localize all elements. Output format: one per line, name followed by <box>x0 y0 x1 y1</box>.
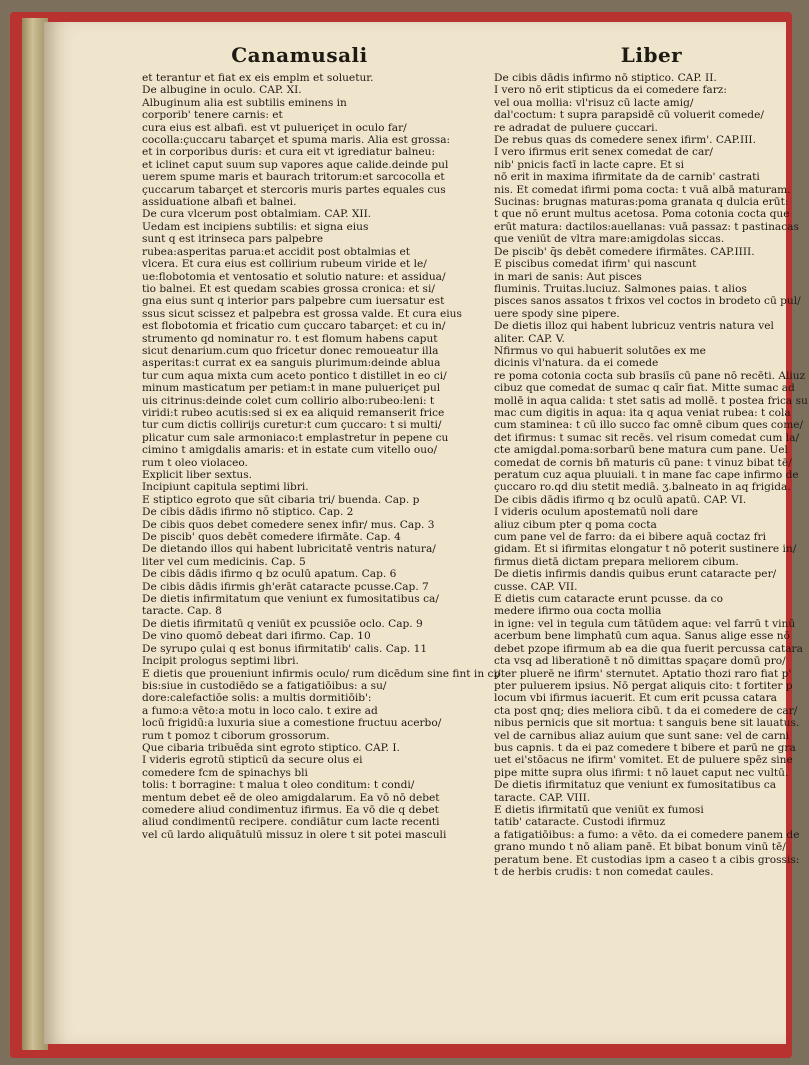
left-text-line: bis:siue in custodiēdo se a fatigatiōibus: a su/ <box>142 679 387 692</box>
right-text-line: re adradat de puluere çuccari. <box>494 121 658 134</box>
left-text-line: rum t oleo violaceo. <box>142 456 248 469</box>
right-text-line: locum vbi ifirmus iacuerit. Et cum erit pcussa catara <box>494 692 777 705</box>
left-text-line: vel cū lardo aliquātulū missuz in olere t sit potei masculi <box>142 828 447 841</box>
right-text-line: in igne: vel in tegula cum tātūdem aque: vel farrū t vinū <box>494 617 796 630</box>
right-text-line: taracte. CAP. VIII. <box>494 791 591 804</box>
right-text-line: det ifirmus: t sumac sit recēs. vel risum comedat cum la/ <box>494 431 800 444</box>
right-text-line: De cibis dādis infirmo nō stiptico. CAP. II. <box>494 72 717 84</box>
left-text-line: assiduatione albafi et balnei. <box>142 196 297 209</box>
left-text-lines <box>142 72 501 841</box>
right-text-line: I vero nō erit stipticus da ei comedere farz: <box>494 84 727 97</box>
left-text-line: cura eius est albafi. est vt pulueriçet in oculo far/ <box>142 121 407 134</box>
right-text-line: firmus dietā dictam prepara meliorem cibum. <box>494 555 739 568</box>
right-text-line: pisces sanos assatos t frixos vel coctos in brodeto cū pul/ <box>494 295 801 308</box>
right-text-line: nō erit in maxima ifirmitate da de carnib' castrati <box>494 171 760 184</box>
left-text-line: De piscib' quos debēt comedere ifirmāte. Cap. 4 <box>142 531 401 544</box>
left-text-line: Uedam est incipiens subtilis: et signa eius <box>142 220 369 233</box>
left-text-line: tur cum aqua mixta cum aceto pontico t distillet in eo ci/ <box>142 369 447 382</box>
right-text-line: peratum bene. Et custodias ipm a caseo t a cibis grossis: <box>494 853 800 866</box>
left-text-line: uerem spume maris et baurach tritorum:et sarcocolla et <box>142 171 445 184</box>
right-text-lines <box>494 72 809 878</box>
right-text-line: cusse. CAP. VII. <box>494 580 578 593</box>
left-text-line: Incipiunt capitula septimi libri. <box>142 481 309 494</box>
right-text-line: De dietis illoz qui habent lubricuz ventris natura vel <box>494 320 774 333</box>
right-text-line: cta vsq ad liberationē t nō dimittas spaçare domū pro/ <box>494 655 786 668</box>
left-text-line: De vino quomō debeat dari ifirmo. Cap. 10 <box>142 630 371 643</box>
right-text-line: pter puluerem ipsius. Nō pergat aliquis cito: t fortiter p <box>494 679 793 692</box>
right-text-line: De dietis infirmis dandis quibus erunt cataracte per/ <box>494 568 777 581</box>
running-head-left: Canamusali <box>231 43 368 67</box>
right-text-line: bus capnis. t da ei paz comedere t bibere et parū ne gra <box>494 741 796 754</box>
right-text-line: De piscib' q̄s debēt comedere ifirmātes. CAP.IIII. <box>494 245 755 258</box>
left-text-line: De dietis ifirmitatū q veniūt ex pcussiōe oclo. Cap. 9 <box>142 617 423 630</box>
left-text-line: comedere fcm de spinachys bli <box>142 766 308 779</box>
right-text-line: medere ifirmo oua cocta mollia <box>494 605 662 618</box>
right-text-line: dal'coctum: t supra parapsidē cū voluerit comede/ <box>494 109 764 122</box>
right-text-line: mac cum digitis in aqua: ita q aqua veniat rubea: t cola <box>494 406 791 419</box>
left-text-line: tio balnei. Et est quedam scabies grossa cronica: et si/ <box>142 282 435 295</box>
left-text-line: E dietis que proueniunt infirmis oculo/ rum dicēdum sine fint in ci/ <box>142 667 501 680</box>
right-text-line: vel oua mollia: vl'risuz cū lacte amig/ <box>494 96 694 109</box>
left-text-line: asperitas:t currat ex ea sanguis plurimum:deinde ablua <box>142 357 441 370</box>
left-text-line: sicut denarium.cum quo fricetur donec remoueatur illa <box>142 344 439 357</box>
left-text-line: comedere aliud condimentuz ifirmus. Ea vō die q debet <box>142 803 439 816</box>
right-text-line: nib' pnicis factī in lacte capre. Et si <box>494 158 684 171</box>
left-text-line: et terantur et fiat ex eis emplm et soluetur. <box>142 72 374 84</box>
right-text-line: cibuz que comedat de sumac q caīr fiat. Mitte sumac ad <box>494 382 795 395</box>
left-text-line: De dietis infirmitatum que veniunt ex fumositatibus ca/ <box>142 593 439 606</box>
right-text-line: nis. Et comedat ifirmi poma cocta: t vuā albā maturam. <box>494 183 791 196</box>
left-text-line: De cibis dādis ifirmis gh'erāt cataracte pcusse.Cap. 7 <box>142 580 429 593</box>
right-text-line: t que nō erunt multus acetosa. Poma cotonia cocta que <box>494 208 790 221</box>
left-text-line: ue:flobotomia et ventosatio et solutio nature: et assidua/ <box>142 270 446 283</box>
left-text-line: rubea:asperitas parua:et accidit post obtalmias et <box>142 245 411 258</box>
left-text-line: est flobotomia et fricatio cum çuccaro tabarçet: et cu in/ <box>142 320 446 333</box>
left-text-line: Incipit prologus septimi libri. <box>142 655 299 668</box>
right-text-line: cum pane vel de farro: da ei bibere aquā coctaz fri <box>494 531 766 544</box>
right-text-line: t de herbis crudis: t non comedat caules. <box>494 866 714 878</box>
left-text-line: Que cibaria tribuēda sint egroto stiptico. CAP. I. <box>142 741 400 754</box>
left-text-line: E stiptico egroto que sūt cibaria tri/ buenda. Cap. p <box>142 493 420 506</box>
right-text-line: I vero ifirmus erit senex comedat de car/ <box>494 146 713 159</box>
right-text-line: peratum cuz aqua pluuiali. t in mane fac cape infirmo de <box>494 469 799 481</box>
right-text-line: re poma cotonia cocta sub brasiīs cū pane nō recēti. Aliuz <box>494 369 806 382</box>
left-text-line: De dietando illos qui habent lubricitatē ventris natura/ <box>142 543 436 556</box>
left-text-line: et in corporibus duris: et cura eit vt igrediatur balneu: <box>142 146 436 159</box>
left-text-line: I videris egrotū stipticū da secure olus ei <box>142 754 363 767</box>
right-text-line: dicinis vl'natura. da ei comede <box>494 357 659 370</box>
right-text-line: E dietis ifirmitatū que veniūt ex fumosi <box>494 803 704 816</box>
right-text-line: que veniūt de vltra mare:amigdolas siccas. <box>494 233 725 246</box>
left-text-line: De cibis dādis ifirmo nō stiptico. Cap. 2 <box>142 506 354 519</box>
left-text-line: cocolla:çuccaru tabarçet et spuma maris. Alia est grossa: <box>142 134 451 147</box>
right-text-line: in mari de sanis: Aut pisces <box>494 270 642 283</box>
left-text-line: Albuginum alia est subtilis eminens in <box>142 96 347 109</box>
left-text-line: strumento qd nominatur ro. t est flomum habens caput <box>142 332 438 345</box>
left-text-line: a fumo:a vēto:a motu in loco calo. t exire ad <box>142 704 378 717</box>
left-text-line: De syrupo çulai q est bonus ifirmitatib' calis. Cap. 11 <box>142 642 428 655</box>
right-text-line: vel de carnibus aliaz auium que sunt sane: vel de carni <box>494 729 790 742</box>
left-text-line: De cura vlcerum post obtalmiam. CAP. XII. <box>142 208 372 221</box>
right-text-line: acerbum bene limphatū cum aqua. Sanus alige esse nō <box>494 630 790 643</box>
right-text-line: tatib' cataracte. Custodi ifirmuz <box>494 816 666 829</box>
right-text-line: E piscibus comedat ifirm' qui nascunt <box>494 258 697 271</box>
right-text-line: aliuz cibum pter q poma cocta <box>494 518 657 531</box>
left-text-line: sunt q est itrinseca pars palpebre <box>142 233 324 246</box>
right-text-line: cum staminea: t cū illo succo fac omnē cibum ques come/ <box>494 419 804 432</box>
left-text-line: locū frigidū:a luxuria siue a comestione fructuu acerbo/ <box>142 717 442 730</box>
left-text-line: uis citrinus:deinde colet cum collirio albo:rubeo:leni: t <box>142 394 435 407</box>
right-text-line: grano mundo t nō aliam panē. Et bibat bonum vinū tē/ <box>494 841 786 854</box>
left-column <box>142 40 501 841</box>
book-page <box>44 22 808 1044</box>
right-text-line: uere spody sine pipere. <box>494 307 620 320</box>
left-text-line: De albugine in oculo. CAP. XI. <box>142 84 302 97</box>
left-text-line: cimino t amigdalis amaris: et in estate cum vitello ouo/ <box>142 444 438 457</box>
left-text-line: corporib' tenere carnis: et <box>142 109 283 122</box>
right-text-line: cte amigdal.poma:sorbarū bene matura cum pane. Uel <box>494 444 788 457</box>
right-text-line: De cibis dādis ifirmo q bz oculū apatū. CAP. VI. <box>494 493 747 506</box>
right-text-line: cta post qnq; dies meliora cibū. t da ei comedere de car/ <box>494 704 798 717</box>
left-text-line: plicatur cum sale armoniaco:t emplastretur in pepene cu <box>142 431 449 444</box>
right-text-line: pipe mitte supra olus ifirmi: t nō lauet caput nec vultū. <box>494 766 789 779</box>
right-text-line: comedat de cornis bñ maturis cū pane: t vinuz bibat tē/ <box>494 456 792 469</box>
left-text-line: liter vel cum medicinis. Cap. 5 <box>142 555 306 568</box>
left-text-line: rum t pomoz t ciborum grossorum. <box>142 729 330 742</box>
right-text-line: pter pluerē ne ifirm' sternutet. Aptatio thozi raro fiat p' <box>494 667 792 680</box>
right-text-line: fluminis. Truitas.luciuz. Salmones paias. t alios <box>494 282 747 295</box>
right-text-line: a fatigatiōibus: a fumo: a vēto. da ei comedere panem de <box>494 828 800 841</box>
left-text-line: De cibis quos debet comedere senex infir/ mus. Cap. 3 <box>142 518 435 531</box>
right-text-line: E dietis cum cataracte erunt pcusse. da co <box>494 593 723 606</box>
left-text-line: et iclinet caput suum sup vapores aque calide.deinde pul <box>142 158 449 171</box>
right-text-line: erūt matura: dactilos:auellanas: vuā passaz: t pastinacas <box>494 220 799 233</box>
right-text-line: uet ei'stōacus ne ifirm' vomitet. Et de puluere spēz sine <box>494 754 793 767</box>
left-text-line: tur cum dictis collirijs curetur:t cum çuccaro: t si multi/ <box>142 419 442 432</box>
left-text-line: De cibis dādis ifirmo q bz oculū apatum. Cap. 6 <box>142 568 397 581</box>
left-text-line: tolis: t borragine: t malua t oleo conditum: t condi/ <box>142 779 415 792</box>
right-text-line: Nfirmus vo qui habuerit solutōes ex me <box>494 344 706 357</box>
right-text-line: I videris oculum apostematū noli dare <box>494 506 699 519</box>
left-text-line: aliud condimentū recipere. condiātur cum lacte recenti <box>142 816 440 829</box>
right-text-line: De dietis ifirmitatuz que veniunt ex fumositatibus ca <box>494 779 777 792</box>
left-text-line: vlcera. Et cura eius est collirium rubeum viride et le/ <box>142 258 427 271</box>
left-text-line: mentum debet eē de oleo amigdalarum. Ea vō nō debet <box>142 791 440 804</box>
right-text-line: nibus pernicis que sit mortua: t sanguis bene sit lauatus. <box>494 717 800 730</box>
left-text-line: minum masticatum per petiam:t in mane pulueriçet pul <box>142 382 441 395</box>
left-text-line: çuccarum tabarçet et stercoris muris partes equales cus <box>142 183 446 196</box>
left-text-line: taracte. Cap. 8 <box>142 605 222 618</box>
right-text-line: çuccaro ro.qd diu stetit mediā. ʒ.balneato in aq frigida. <box>494 481 791 494</box>
right-text-line: debet pzope ifirmum ab ea die qua fuerit percussa catara <box>494 642 803 655</box>
left-text-line: gna eius sunt q interior pars palpebre cum iuersatur est <box>142 295 445 308</box>
right-text-line: Sucinas: brugnas maturas:poma granata q dulcia erūt: <box>494 196 789 209</box>
right-text-line: aliter. CAP. V. <box>494 332 565 345</box>
right-text-line: De rebus quas ds comedere senex ifirm'. CAP.III. <box>494 134 756 147</box>
left-text-line: dore:calefactiōe solis: a multis dormitiōib': <box>142 692 372 705</box>
left-text-line: ssus sicut scissez et palpebra est grossa valde. Et cura eius <box>142 307 462 320</box>
right-column <box>494 40 809 878</box>
left-text-line: Explicit liber sextus. <box>142 469 253 481</box>
left-text-line: viridi:t rubeo acutis:sed si ex ea aliquid remanserit frice <box>142 406 445 419</box>
right-text-line: mollē in aqua calida: t stet satis ad mollē. t postea frica su <box>494 394 808 407</box>
running-head-right: Liber <box>620 43 683 67</box>
right-text-line: gidam. Et si ifirmitas elongatur t nō poterit sustinere in/ <box>494 543 797 556</box>
